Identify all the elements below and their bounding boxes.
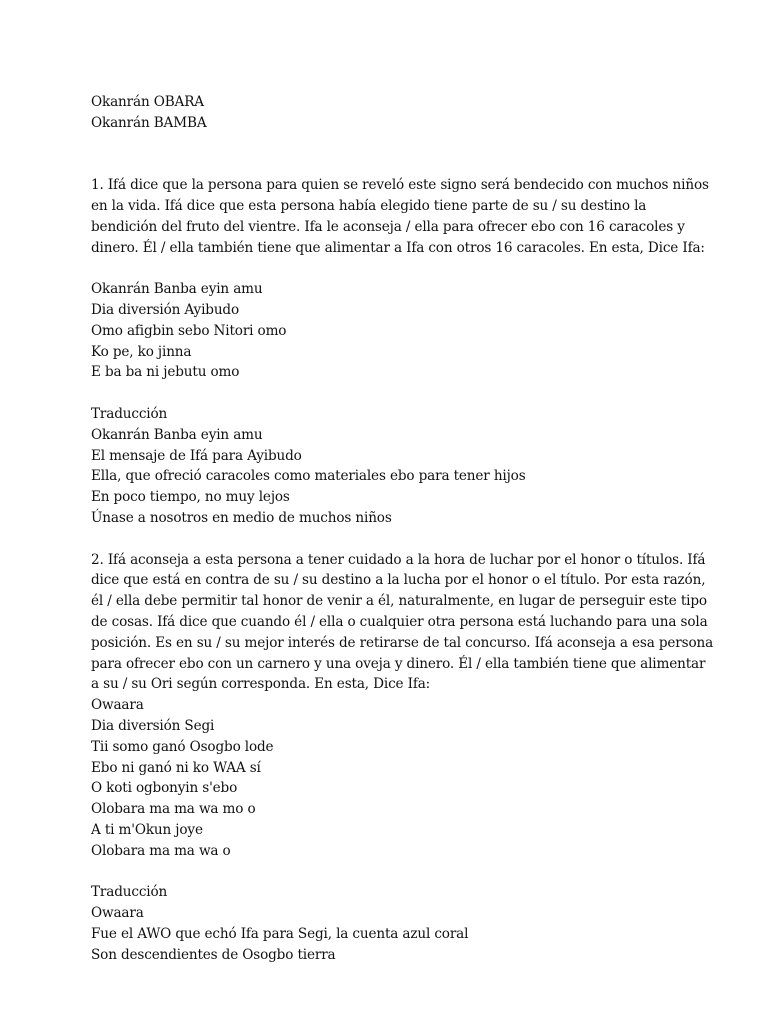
verse-line: Dia diversión Ayibudo [91,301,240,318]
heading-line: Okanrán OBARA [91,94,204,110]
paragraph-line: 1. Ifá dice que la persona para quien se reveló este signo será bendecido con muchos niños [91,177,709,194]
translation-title: Traducción [91,884,168,901]
paragraph-line: 2. Ifá aconseja a esta persona a tener cuidado a la hora de luchar por el honor o títulos. Ifá [91,551,706,568]
verse-line: A ti m'Okun joye [91,821,203,838]
paragraph-line: en la vida. Ifá dice que esta persona había elegido tiene parte de su / su destino la [91,197,647,214]
document-body [91,92,714,965]
translation-line: Okanrán Banba eyin amu [91,426,263,443]
translation-line: Son descendientes de Osogbo tierra [91,946,336,963]
heading-line: Okanrán BAMBA [91,114,207,131]
translation-line: Fue el AWO que echó Ifa para Segi, la cuenta azul coral [91,925,469,942]
translation-title: Traducción [91,405,168,422]
paragraph-line: a su / su Ori según corresponda. En esta, Dice Ifa: [91,676,431,693]
spacer [91,258,691,279]
section-1-paragraph [91,175,709,258]
verse-line: Ko pe, ko jinna [91,343,192,360]
paragraph-line: dinero. Él / ella también tiene que alimentar a Ifa con otros 16 caracoles. En esta, Dice Ifa: [91,239,705,256]
spacer [91,134,691,176]
verse-line: Olobara ma ma wa mo o [91,801,256,818]
verse-line: E ba ba ni jebutu omo [91,364,240,381]
paragraph-line: posición. Es en su / su mejor interés de retirarse de tal concurso. Ifá aconseja a esa persona [91,634,714,651]
section-2-verse [91,695,691,861]
paragraph-line: dice que está en contra de su / su destino a la lucha por el honor o el título. Por esta razón, [91,572,706,589]
verse-line: Ebo ni ganó ni ko WAA sí [91,759,261,776]
section-2-paragraph [91,550,714,696]
verse-line: Tii somo ganó Osogbo lode [91,738,274,755]
paragraph-line: bendición del fruto del vientre. Ifa le aconseja / ella para ofrecer ebo con 16 caracoles y [91,218,685,235]
paragraph-line: él / ella debe permitir tal honor de venir a él, naturalmente, en lugar de perseguir este tipo [91,593,707,610]
translation-line: El mensaje de Ifá para Ayibudo [91,447,302,464]
paragraph-line: para ofrecer ebo con un carnero y una oveja y dinero. Él / ella también tiene que alimentar [91,655,706,672]
verse-line: Olobara ma ma wa o [91,842,231,859]
section-2-translation [91,882,691,965]
section-1-verse [91,279,691,383]
verse-line: Okanrán Banba eyin amu [91,281,263,298]
translation-line: Únase a nosotros en medio de muchos niños [91,509,392,526]
verse-line: Owaara [91,697,144,714]
verse-line: Omo afigbin sebo Nitori omo [91,322,287,339]
spacer [91,861,691,882]
document-heading [91,92,691,134]
section-1-translation [91,404,691,529]
translation-line: Owaara [91,905,144,922]
paragraph-line: de cosas. Ifá dice que cuando él / ella o cualquier otra persona está luchando para una sola [91,613,708,630]
translation-line: En poco tiempo, no muy lejos [91,489,290,506]
verse-line: Dia diversión Segi [91,717,215,734]
translation-line: Ella, que ofreció caracoles como materiales ebo para tener hijos [91,468,526,485]
spacer [91,383,691,404]
spacer [91,529,691,550]
verse-line: O koti ogbonyin s'ebo [91,780,238,797]
